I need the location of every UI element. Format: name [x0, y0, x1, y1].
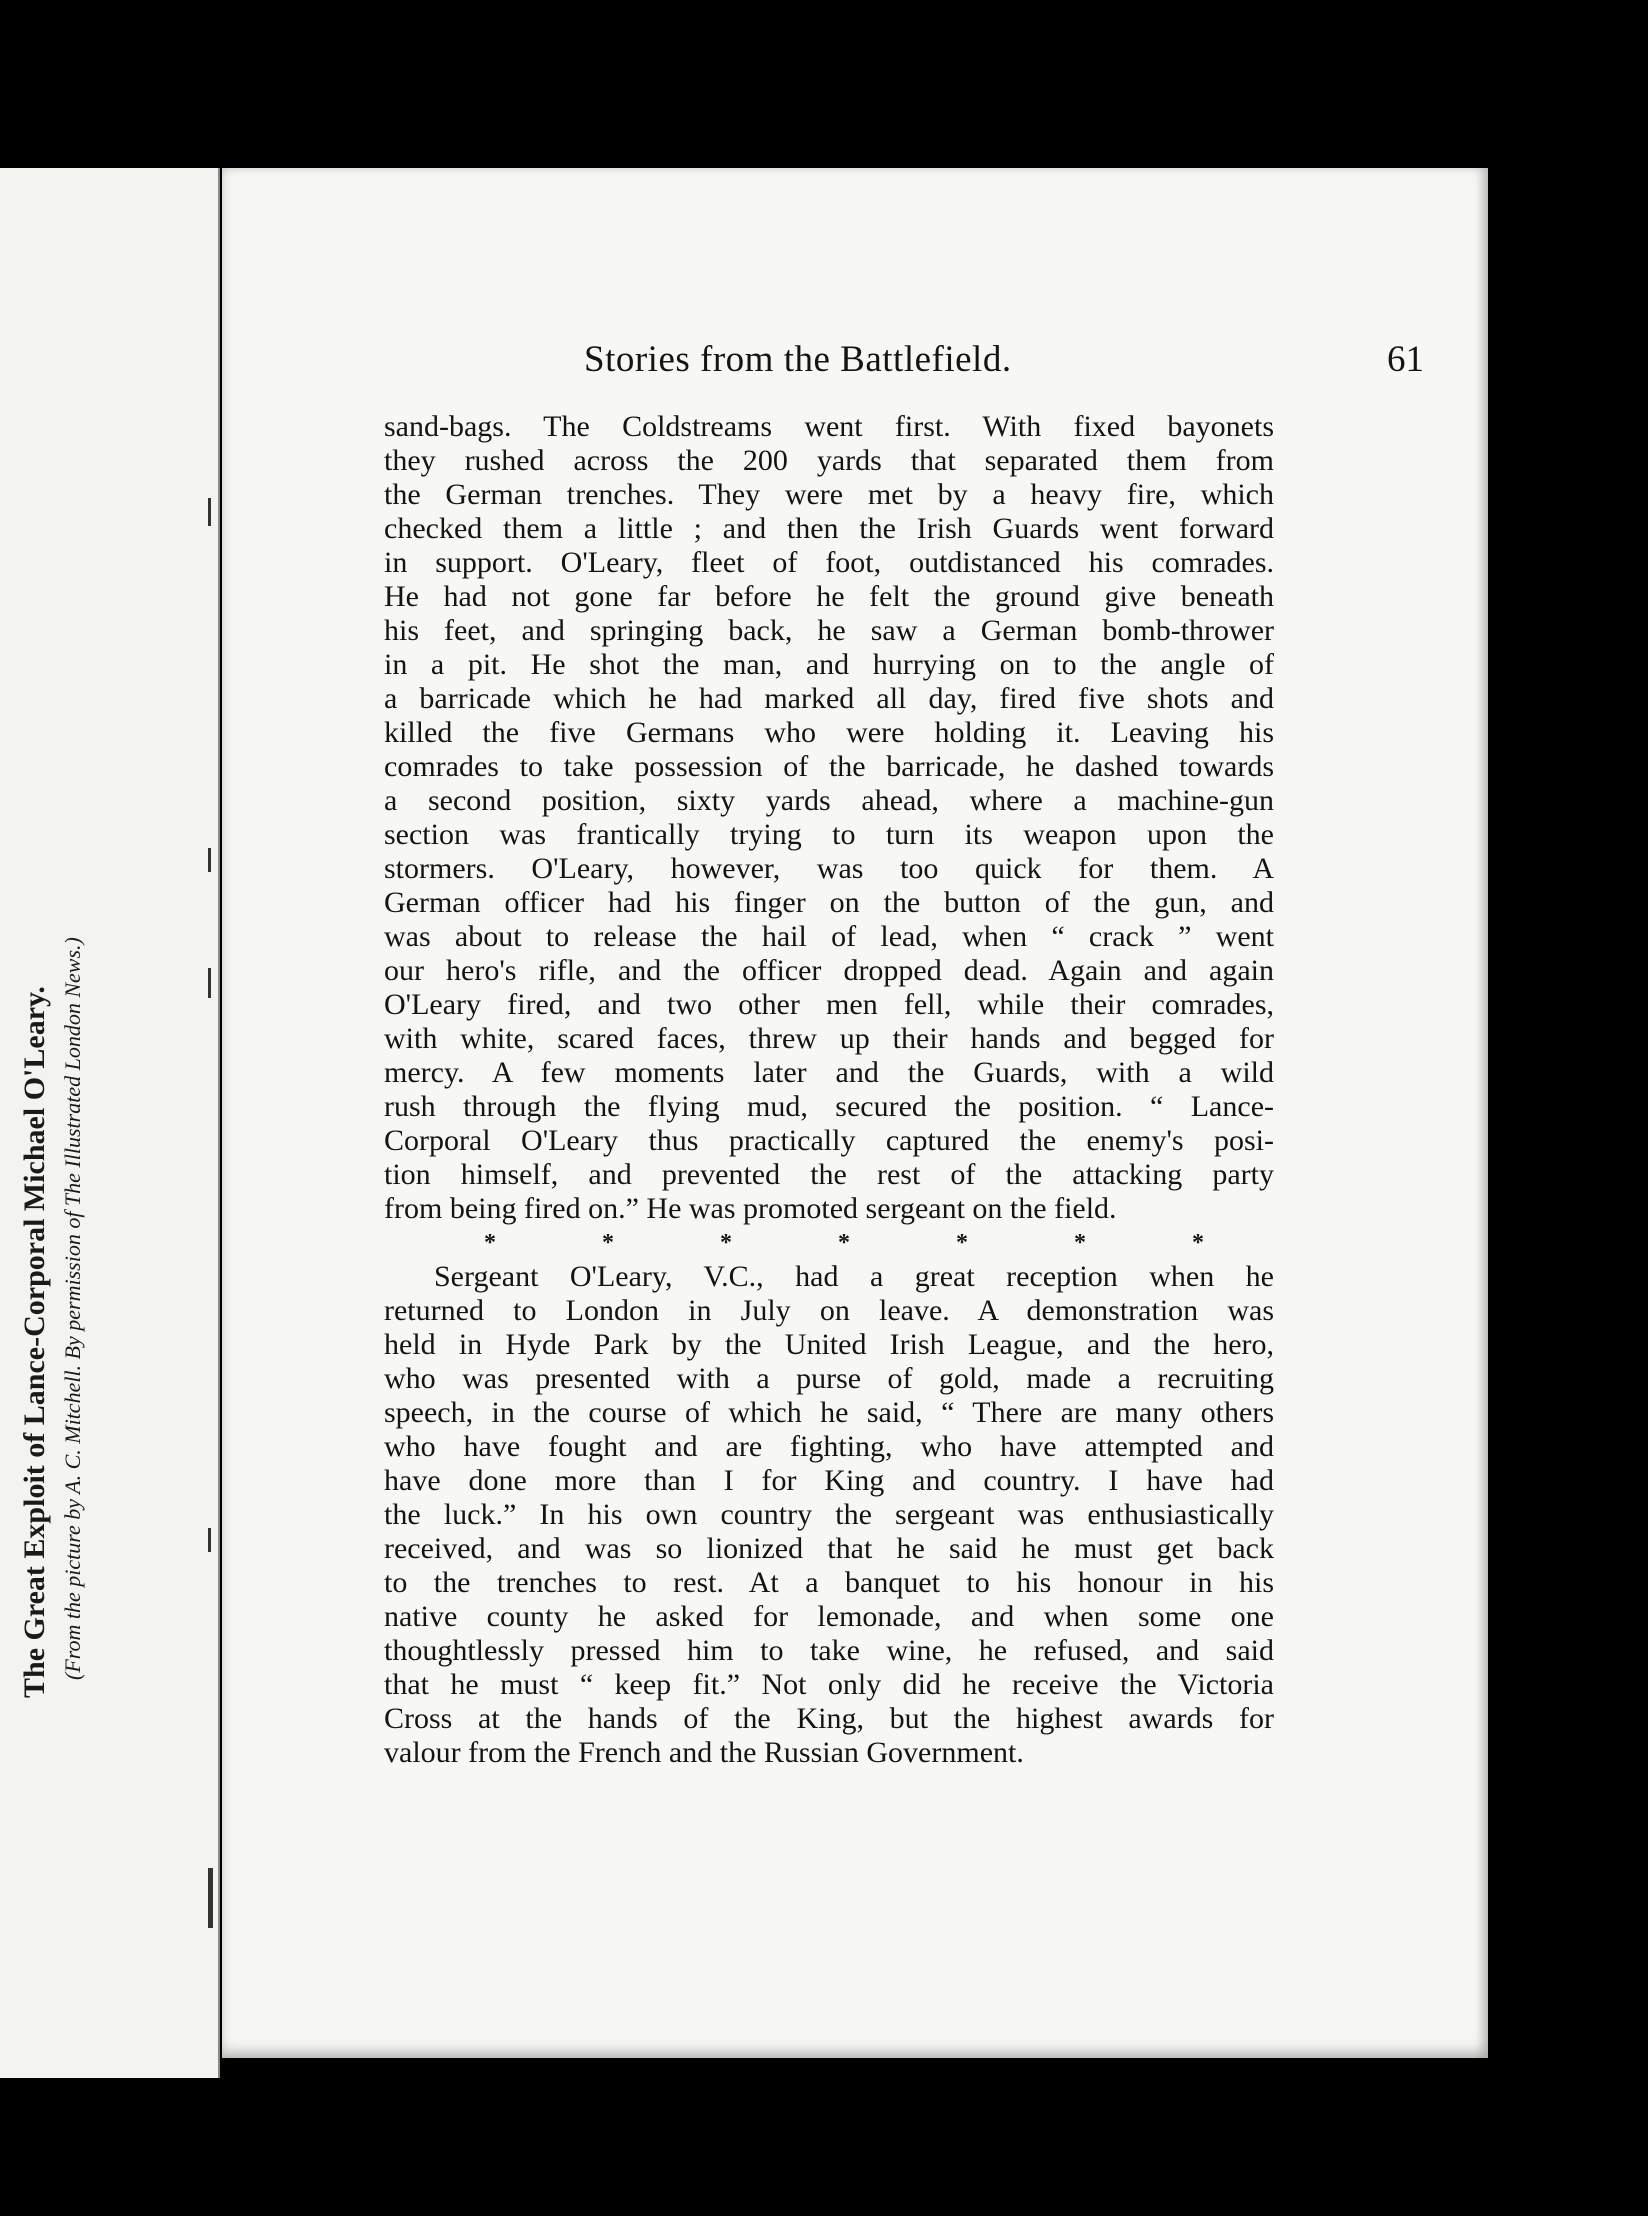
text-line: with white, scared faces, threw up their hands and begged for	[384, 1022, 1274, 1055]
asterisk: *	[956, 1230, 968, 1256]
text-line: returned to London in July on leave. A demonstration was	[384, 1294, 1274, 1327]
text-line: was about to release the hail of lead, when “ crack ” went	[384, 920, 1274, 953]
asterisk: *	[1074, 1230, 1086, 1256]
text-line: Sergeant O'Leary, V.C., had a great reception when he	[434, 1260, 1274, 1293]
text-line: to the trenches to rest. At a banquet to his honour in his	[384, 1566, 1274, 1599]
text-line: O'Leary fired, and two other men fell, while their comrades,	[384, 988, 1274, 1021]
text-line: tion himself, and prevented the rest of the attacking party	[384, 1158, 1274, 1191]
text-line: mercy. A few moments later and the Guards, with a wild	[384, 1056, 1274, 1089]
asterisk: *	[602, 1230, 614, 1256]
text-line: the German trenches. They were met by a heavy fire, which	[384, 478, 1274, 511]
text-line: rush through the flying mud, secured the position. “ Lance-	[384, 1090, 1274, 1123]
text-line: valour from the French and the Russian Government.	[384, 1736, 1024, 1769]
text-line: speech, in the course of which he said, “ There are many others	[384, 1396, 1274, 1429]
asterisk: *	[484, 1230, 496, 1256]
margin-mark	[208, 1528, 211, 1552]
left-page-edge	[0, 168, 220, 2078]
text-line: in a pit. He shot the man, and hurrying on to the angle of	[384, 648, 1274, 681]
text-line: received, and was so lionized that he said he must get back	[384, 1532, 1274, 1565]
paragraph-1	[384, 410, 1274, 1226]
text-line: who was presented with a purse of gold, made a recruiting	[384, 1362, 1274, 1395]
book-page	[222, 168, 1488, 2058]
asterisk: *	[838, 1230, 850, 1256]
text-line: He had not gone far before he felt the ground give beneath	[384, 580, 1274, 613]
text-line: from being fired on.” He was promoted sergeant on the field.	[384, 1192, 1117, 1225]
caption-credit: (From the picture by A. C. Mitchell. By permission of The Illustrated London News.)	[60, 937, 85, 1680]
margin-mark	[208, 968, 211, 998]
paragraph-2	[384, 1260, 1274, 1770]
page-number: 61	[1387, 339, 1424, 380]
text-line: in support. O'Leary, fleet of foot, outdistanced his comrades.	[384, 546, 1274, 579]
illustration-caption	[8, 558, 128, 1698]
text-line: they rushed across the 200 yards that separated them from	[384, 444, 1274, 477]
running-head	[584, 338, 1424, 388]
text-line: sand-bags. The Coldstreams went first. With fixed bayonets	[384, 410, 1274, 443]
text-line: a barricade which he had marked all day, fired five shots and	[384, 682, 1274, 715]
asterisk: *	[1192, 1230, 1204, 1256]
body-text	[384, 410, 1274, 1770]
text-line: native county he asked for lemonade, and when some one	[384, 1600, 1274, 1633]
asterisk: *	[720, 1230, 732, 1256]
text-line: checked them a little ; and then the Irish Guards went forward	[384, 512, 1274, 545]
text-line: stormers. O'Leary, however, was too quick for them. A	[384, 852, 1274, 885]
section-separator	[484, 1226, 1204, 1260]
text-line: our hero's rifle, and the officer dropped dead. Again and again	[384, 954, 1274, 987]
text-line: who have fought and are fighting, who have attempted and	[384, 1430, 1274, 1463]
running-title: Stories from the Battlefield.	[584, 339, 1012, 380]
margin-mark	[208, 498, 211, 526]
text-line: held in Hyde Park by the United Irish League, and the hero,	[384, 1328, 1274, 1361]
text-line: German officer had his finger on the button of the gun, and	[384, 886, 1274, 919]
text-line: his feet, and springing back, he saw a German bomb-thrower	[384, 614, 1274, 647]
text-line: killed the five Germans who were holding it. Leaving his	[384, 716, 1274, 749]
margin-mark	[208, 848, 211, 872]
text-line: section was frantically trying to turn its weapon upon the	[384, 818, 1274, 851]
text-line: that he must “ keep fit.” Not only did he receive the Victoria	[384, 1668, 1274, 1701]
text-line: have done more than I for King and country. I have had	[384, 1464, 1274, 1497]
text-line: comrades to take possession of the barricade, he dashed towards	[384, 750, 1274, 783]
text-line: Cross at the hands of the King, but the highest awards for	[384, 1702, 1274, 1735]
margin-mark	[208, 1868, 213, 1928]
text-line: the luck.” In his own country the sergeant was enthusiastically	[384, 1498, 1274, 1531]
caption-title: The Great Exploit of Lance-Corporal Michael O'Leary.	[18, 986, 51, 1698]
text-line: thoughtlessly pressed him to take wine, he refused, and said	[384, 1634, 1274, 1667]
text-line: a second position, sixty yards ahead, where a machine-gun	[384, 784, 1274, 817]
text-line: Corporal O'Leary thus practically captured the enemy's posi-	[384, 1124, 1274, 1157]
